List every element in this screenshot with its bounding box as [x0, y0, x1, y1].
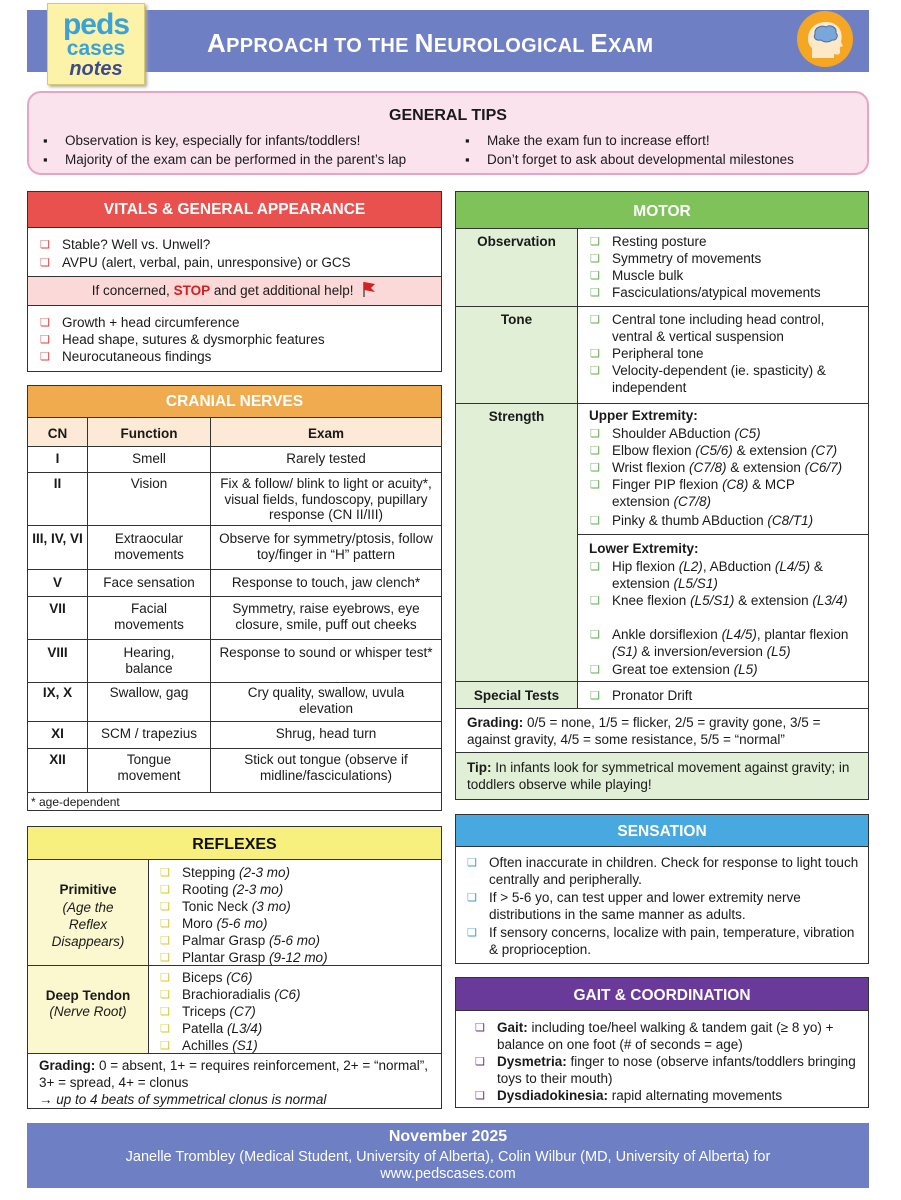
- cn-number: IX, X: [42, 685, 73, 700]
- cranial-nerves-title: CRANIAL NERVES: [28, 386, 441, 418]
- vitals-item: ❏ Growth + head circumference: [62, 314, 239, 331]
- cn-footnote: * age-dependent: [31, 795, 120, 809]
- tip-item: ▪ Don’t forget to ask about developmental milestones: [487, 152, 794, 167]
- gait-title: GAIT & COORDINATION: [456, 978, 868, 1011]
- cn-number: XI: [51, 726, 64, 741]
- cn-function: Tongue movement: [117, 752, 181, 783]
- motor-label-column: [456, 229, 577, 708]
- primitive-sublabel: (Age the Reflex Disappears): [51, 900, 125, 949]
- footer-credit: Janelle Trombley (Medical Student, University of Alberta), Colin Wilbur (MD, University of Alberta) for: [125, 1149, 771, 1165]
- gait-item: ❏ Dysdiadokinesia: rapid alternating movements: [497, 1087, 862, 1104]
- cn-exam: Rarely tested: [286, 451, 366, 466]
- lower-extremity-item: ❏ Hip flexion (L2), ABduction (L4/5) & extension (L5/S1): [612, 558, 862, 592]
- reflexes-section: [27, 826, 442, 1109]
- motor-title: MOTOR: [456, 192, 868, 229]
- upper-extremity-item: ❏ Pinky & thumb ABduction (C8/T1): [612, 512, 813, 529]
- deep-tendon-reflex: ❏ Brachioradialis (C6): [182, 986, 301, 1003]
- cn-exam: Response to sound or whisper test*: [219, 645, 433, 660]
- upper-extremity-item: ❏ Wrist flexion (C7/8) & extension (C6/7): [612, 459, 842, 476]
- gait-item: ❏ Gait: including toe/heel walking & tandem gait (≥ 8 yo) + balance on one foot (# of seconds = age): [497, 1019, 862, 1053]
- tip-item: ▪ Make the exam fun to increase effort!: [487, 133, 710, 148]
- vitals-section: [27, 191, 442, 372]
- sensation-item: ❏ If sensory concerns, localize with pain, temperature, vibration & proprioception.: [489, 924, 859, 958]
- motor-item: ❏ Muscle bulk: [612, 267, 683, 284]
- motor-section: [455, 191, 869, 800]
- footer-url[interactable]: www.pedscases.com: [380, 1166, 516, 1182]
- cn-exam: Stick out tongue (observe if midline/fasciculations): [244, 752, 408, 783]
- gait-coordination-section: [455, 977, 869, 1108]
- primitive-reflex: ❏ Plantar Grasp (9-12 mo): [182, 949, 328, 966]
- deep-tendon-reflex: ❏ Patella (L3/4): [182, 1020, 262, 1037]
- motor-grading: Grading: 0/5 = none, 1/5 = flicker, 2/5 = gravity gone, 3/5 = against gravity, 4/5 = some resistance, 5/5 = “normal”: [467, 715, 821, 747]
- page-title: APPROACH TO THE NEUROLOGICAL EXAM: [207, 28, 654, 58]
- deep-tendon-reflex: ❏ Triceps (C7): [182, 1003, 256, 1020]
- exam-col-header: Exam: [307, 426, 345, 441]
- cn-function: Extraocular movements: [114, 531, 184, 562]
- lower-extremity-item: ❏ Knee flexion (L5/S1) & extension (L3/4): [612, 592, 862, 609]
- upper-extremity-label: Upper Extremity:: [589, 408, 698, 423]
- primitive-label: Primitive: [59, 882, 117, 897]
- cn-exam: Cry quality, swallow, uvula elevation: [247, 685, 405, 716]
- cn-function: SCM / trapezius: [100, 726, 198, 741]
- primitive-reflex: ❏ Stepping (2-3 mo): [182, 864, 290, 881]
- reflexes-title: REFLEXES: [28, 827, 441, 860]
- vitals-item: ❏ Neurocutaneous findings: [62, 348, 211, 365]
- observation-label: Observation: [477, 234, 556, 249]
- stop-alert: If concerned, STOP and get additional help!: [28, 276, 441, 306]
- cn-function: Face sensation: [103, 575, 195, 590]
- tip-item: ▪ Majority of the exam can be performed in the parent’s lap: [65, 152, 406, 167]
- motor-tip: Tip: In infants look for symmetrical movement against gravity; in toddlers observe while playing!: [467, 760, 850, 792]
- vitals-item: ❏ Stable? Well vs. Unwell?: [62, 236, 210, 253]
- cn-function: Vision: [130, 476, 168, 491]
- cn-number: III, IV, VI: [32, 531, 83, 546]
- cn-number: VII: [49, 601, 66, 616]
- cn-function: Hearing, balance: [123, 645, 175, 676]
- sensation-item: ❏ Often inaccurate in children. Check for response to light touch centrally and peripherally.: [489, 854, 859, 888]
- cn-exam: Symmetry, raise eyebrows, eye closure, smile, puff out cheeks: [232, 601, 420, 632]
- reflex-grading: Grading: 0 = absent, 1+ = requires reinforcement, 2+ = “normal”, 3+ = spread, 4+ = clonus: [39, 1058, 429, 1090]
- sensation-section: [455, 814, 869, 964]
- motor-item: ❏ Fasciculations/atypical movements: [612, 284, 821, 301]
- motor-item: ❏ Resting posture: [612, 233, 707, 250]
- pedscases-logo: peds cases notes: [47, 3, 145, 85]
- upper-extremity-item: ❏ Shoulder ABduction (C5): [612, 425, 761, 442]
- special-test-item: ❏ Pronator Drift: [612, 687, 692, 704]
- tone-label: Tone: [500, 312, 533, 327]
- motor-item: ❏ Central tone including head control, ventral & vertical suspension: [612, 311, 862, 345]
- vitals-title: VITALS & GENERAL APPEARANCE: [28, 192, 441, 228]
- strength-label: Strength: [488, 409, 545, 424]
- reflex-grading-note: → up to 4 beats of symmetrical clonus is normal: [39, 1092, 327, 1107]
- vitals-item: ❏ Head shape, sutures & dysmorphic features: [62, 331, 325, 348]
- footer-date: November 2025: [388, 1128, 508, 1145]
- tip-item: ▪ Observation is key, especially for infants/toddlers!: [65, 133, 360, 148]
- general-tips-box: [27, 91, 869, 175]
- deep-tendon-label: Deep Tendon: [45, 988, 131, 1003]
- function-col-header: Function: [120, 426, 178, 441]
- motor-item: ❏ Velocity-dependent (ie. spasticity) & independent: [612, 362, 862, 396]
- upper-extremity-item: ❏ Finger PIP flexion (C8) & MCP extension (C7/8): [612, 476, 850, 510]
- cranial-nerves-section: [27, 385, 442, 811]
- cn-exam: Fix & follow/ blink to light or acuity*, visual fields, fundoscopy, pupillary response (CN II/III): [220, 476, 432, 522]
- cn-exam: Response to touch, jaw clench*: [231, 575, 421, 590]
- lower-extremity-item: ❏ Great toe extension (L5): [612, 661, 758, 678]
- cn-col-header: CN: [47, 426, 68, 441]
- header-banner: [27, 10, 869, 72]
- primitive-reflex: ❏ Rooting (2-3 mo): [182, 881, 283, 898]
- cn-number: II: [53, 476, 62, 491]
- cn-number: I: [55, 451, 60, 466]
- deep-tendon-reflex: ❏ Biceps (C6): [182, 969, 253, 986]
- motor-tip-box: [456, 753, 868, 799]
- gait-item: ❏ Dysmetria: finger to nose (observe infants/toddlers bringing toys to their mouth): [497, 1053, 862, 1087]
- lower-extremity-label: Lower Extremity:: [589, 541, 699, 556]
- special-tests-label: Special Tests: [473, 688, 560, 703]
- cn-number: XII: [49, 752, 66, 767]
- cn-number: V: [52, 575, 62, 590]
- lower-extremity-item: ❏ Ankle dorsiflexion (L4/5), plantar flexion (S1) & inversion/eversion (L5): [612, 626, 862, 660]
- cn-function: Smell: [132, 451, 166, 466]
- motor-item: ❏ Peripheral tone: [612, 345, 704, 362]
- primitive-reflex: ❏ Moro (5-6 mo): [182, 915, 268, 932]
- general-tips-title: GENERAL TIPS: [389, 107, 507, 124]
- sensation-item: ❏ If > 5-6 yo, can test upper and lower extremity nerve distributions in the same manner as adults.: [489, 889, 859, 923]
- cn-exam: Observe for symmetry/ptosis, follow toy/finger in “H” pattern: [219, 531, 433, 562]
- cn-exam: Shrug, head turn: [275, 726, 377, 741]
- upper-extremity-item: ❏ Elbow flexion (C5/6) & extension (C7): [612, 442, 837, 459]
- primitive-reflex: ❏ Tonic Neck (3 mo): [182, 898, 291, 915]
- deep-tendon-sublabel: (Nerve Root): [49, 1004, 127, 1019]
- vitals-item: ❏ AVPU (alert, verbal, pain, unresponsive) or GCS: [62, 254, 351, 271]
- red-flag-icon: [361, 280, 377, 298]
- sensation-title: SENSATION: [456, 815, 868, 847]
- cn-function: Swallow, gag: [109, 685, 189, 700]
- motor-item: ❏ Symmetry of movements: [612, 250, 761, 267]
- cn-number: VIII: [47, 645, 68, 660]
- deep-tendon-reflex: ❏ Achilles (S1): [182, 1037, 258, 1054]
- primitive-reflex: ❏ Palmar Grasp (5-6 mo): [182, 932, 320, 949]
- cn-function: Facial movements: [114, 601, 184, 632]
- brain-head-icon: [796, 10, 854, 68]
- footer-banner: [27, 1123, 869, 1188]
